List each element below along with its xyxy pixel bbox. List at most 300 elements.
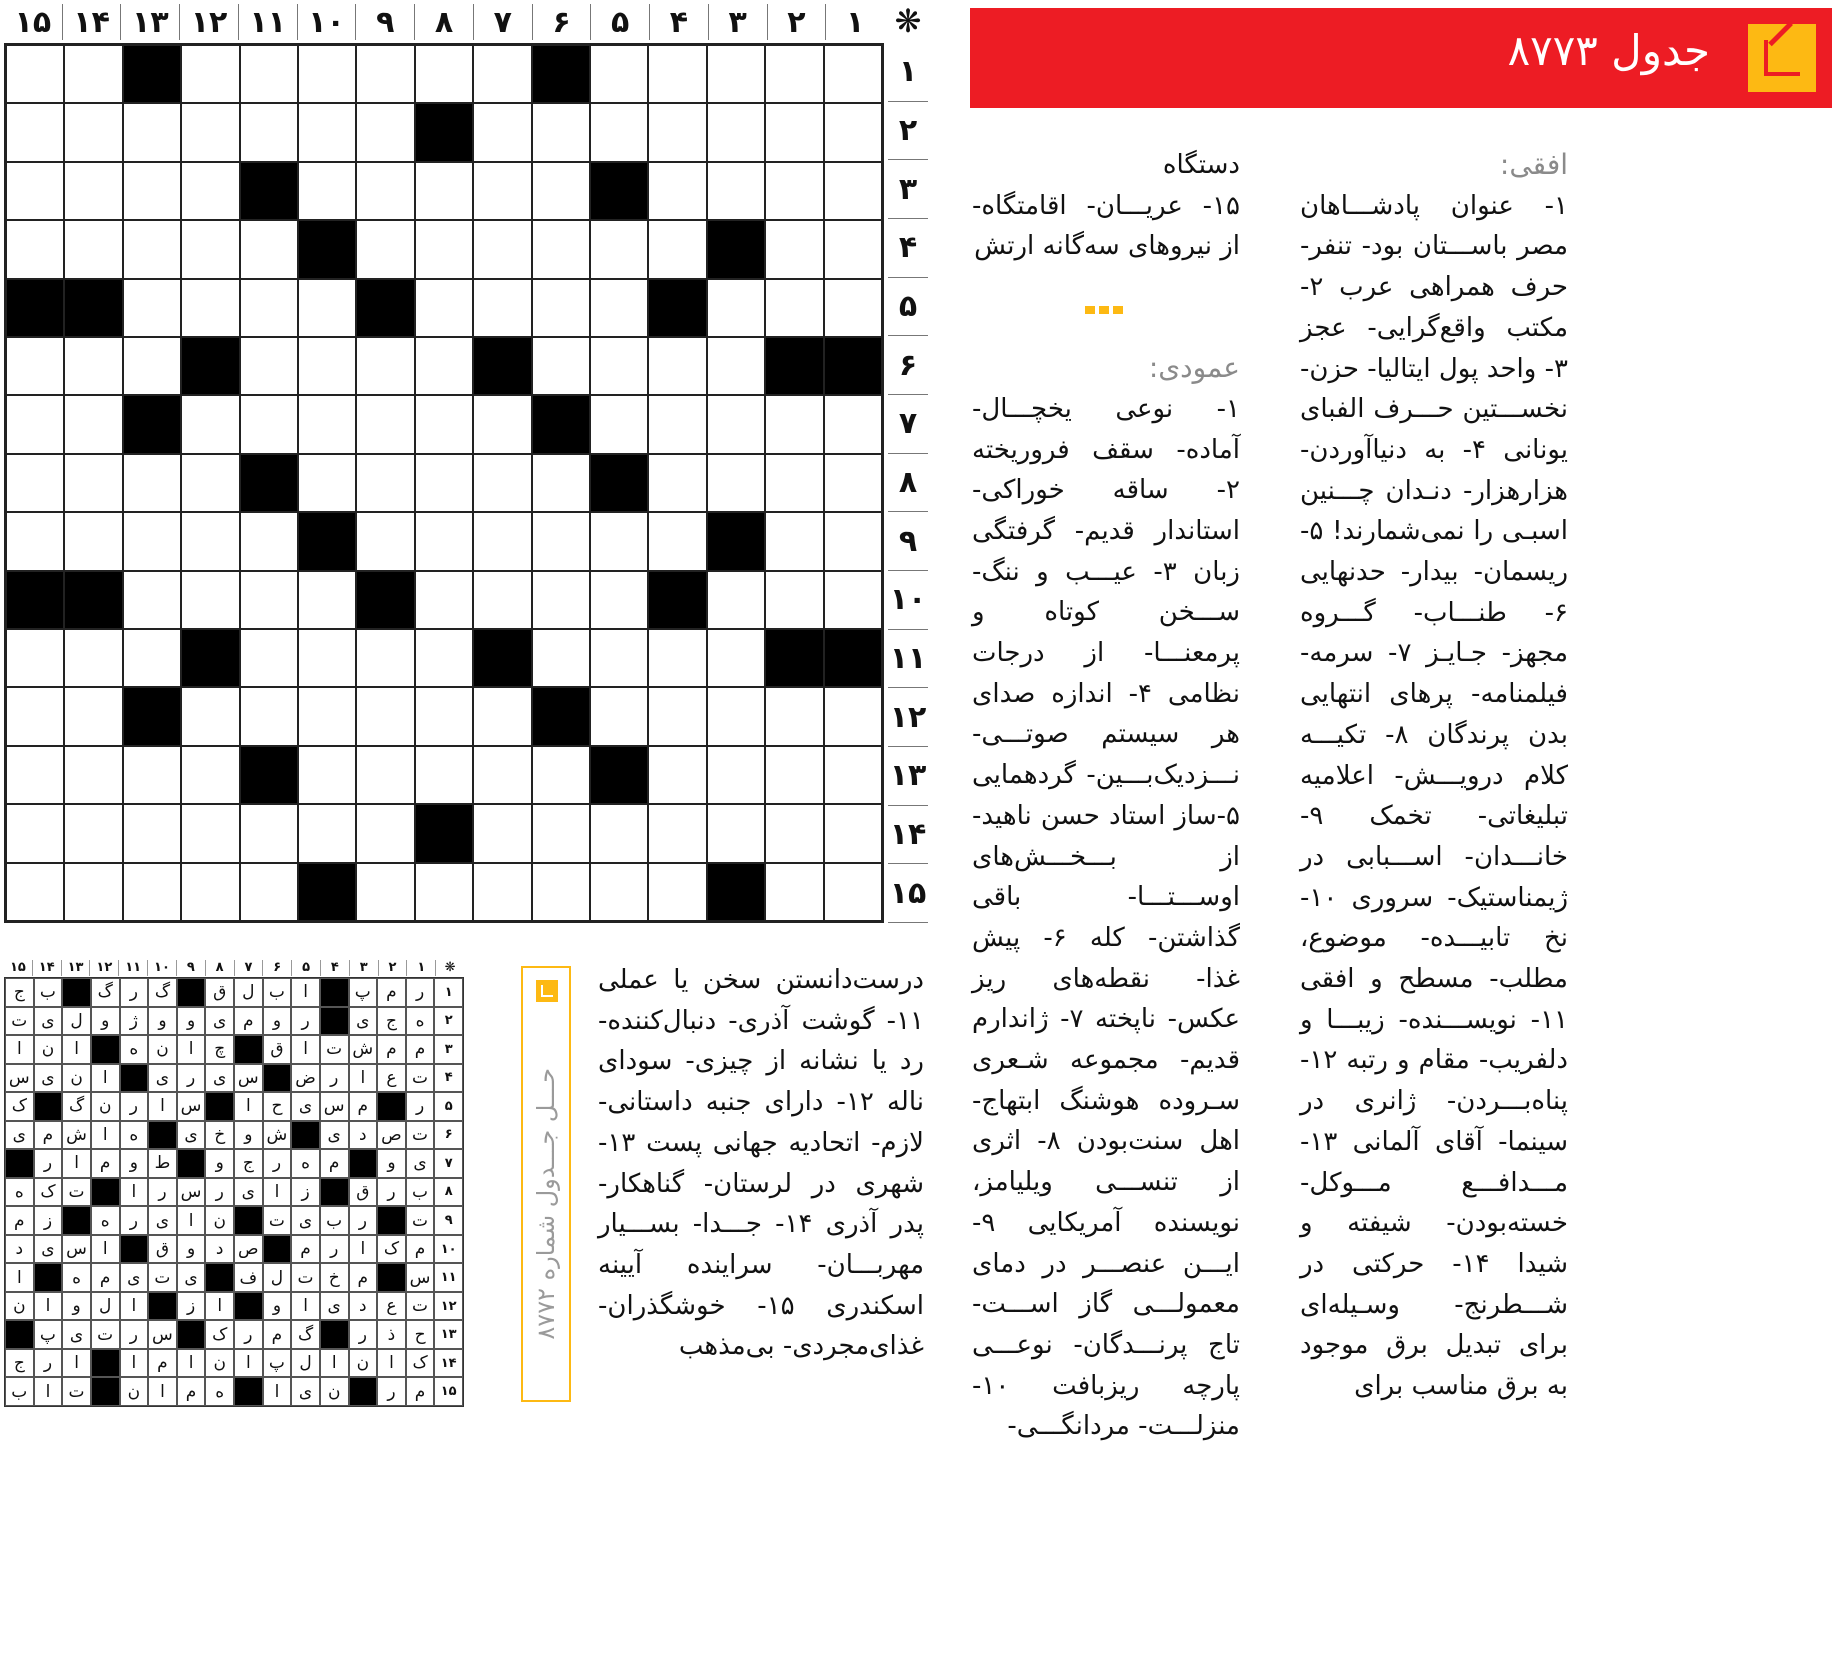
column-number: ۱ — [845, 4, 865, 40]
solution-row-number: ۱۰ — [434, 1235, 463, 1264]
crossword-cell[interactable] — [707, 337, 765, 395]
crossword-cell[interactable] — [415, 629, 473, 687]
crossword-cell[interactable] — [765, 687, 823, 745]
solution-grid — [4, 977, 464, 1407]
crossword-cell[interactable] — [181, 279, 239, 337]
crossword-cell[interactable] — [240, 103, 298, 161]
solution-letter-cell: م — [377, 978, 406, 1007]
crossword-cell[interactable] — [181, 220, 239, 278]
crossword-cell[interactable] — [532, 804, 590, 862]
solution-letter-cell: ط — [148, 1149, 177, 1178]
crossword-cell[interactable] — [824, 162, 882, 220]
crossword-grid[interactable] — [4, 43, 884, 923]
crossword-cell[interactable] — [648, 45, 706, 103]
crossword-cell[interactable] — [240, 571, 298, 629]
solution-letter-cell: ر — [120, 1092, 149, 1121]
crossword-cell[interactable] — [415, 746, 473, 804]
crossword-cell[interactable] — [707, 629, 765, 687]
solution-row-number: ۲ — [434, 1007, 463, 1036]
crossword-cell[interactable] — [590, 863, 648, 921]
crossword-cell[interactable] — [123, 512, 181, 570]
solution-letter-cell: د — [205, 1235, 234, 1264]
crossword-cell[interactable] — [356, 863, 414, 921]
solution-letter-cell: و — [148, 1007, 177, 1036]
row-number: ۱۵ — [888, 864, 928, 923]
crossword-cell[interactable] — [123, 103, 181, 161]
crossword-cell[interactable] — [532, 103, 590, 161]
solution-letter-cell: ا — [177, 1035, 206, 1064]
crossword-cell[interactable] — [824, 746, 882, 804]
crossword-cell[interactable] — [298, 687, 356, 745]
crossword-cell[interactable] — [824, 279, 882, 337]
crossword-cell[interactable] — [356, 337, 414, 395]
crossword-cell[interactable] — [240, 687, 298, 745]
crossword-cell[interactable] — [532, 629, 590, 687]
solution-black-cell — [234, 1035, 263, 1064]
crossword-cell[interactable] — [824, 220, 882, 278]
crossword-cell[interactable] — [356, 804, 414, 862]
crossword-cell[interactable] — [64, 746, 122, 804]
crossword-cell[interactable] — [765, 220, 823, 278]
crossword-cell[interactable] — [240, 395, 298, 453]
solution-letter-cell: ش — [349, 1035, 378, 1064]
crossword-cell[interactable] — [532, 279, 590, 337]
crossword-cell[interactable] — [298, 571, 356, 629]
solution-letter-cell: ا — [291, 1292, 320, 1321]
crossword-cell[interactable] — [415, 687, 473, 745]
crossword-cell[interactable] — [6, 746, 64, 804]
crossword-cell[interactable] — [473, 863, 531, 921]
column-number: ۱۲ — [180, 4, 239, 40]
crossword-cell[interactable] — [648, 454, 706, 512]
crossword-cell[interactable] — [298, 395, 356, 453]
solution-letter-cell: ت — [406, 1121, 435, 1150]
black-cell — [356, 571, 414, 629]
crossword-cell[interactable] — [356, 103, 414, 161]
crossword-cell[interactable] — [298, 337, 356, 395]
solution-letter-cell: ا — [5, 1263, 34, 1292]
crossword-cell[interactable] — [298, 629, 356, 687]
crossword-cell[interactable] — [765, 395, 823, 453]
crossword-cell[interactable] — [473, 162, 531, 220]
crossword-cell[interactable] — [765, 162, 823, 220]
solution-letter-cell: ی — [320, 1292, 349, 1321]
crossword-cell[interactable] — [590, 220, 648, 278]
crossword-cell[interactable] — [298, 103, 356, 161]
crossword-cell[interactable] — [765, 103, 823, 161]
crossword-cell[interactable] — [181, 804, 239, 862]
crossword-cell[interactable] — [648, 687, 706, 745]
solution-letter-cell: ق — [205, 978, 234, 1007]
crossword-cell[interactable] — [415, 337, 473, 395]
solution-letter-cell: ک — [34, 1178, 63, 1207]
solution-letter-cell: ق — [263, 1035, 292, 1064]
solution-letter-cell: ه — [406, 1007, 435, 1036]
crossword-cell[interactable] — [824, 571, 882, 629]
crossword-cell[interactable] — [590, 571, 648, 629]
crossword-cell[interactable] — [532, 337, 590, 395]
solution-letter-cell: و — [263, 1292, 292, 1321]
crossword-cell[interactable] — [64, 45, 122, 103]
crossword-cell[interactable] — [64, 162, 122, 220]
crossword-cell[interactable] — [298, 454, 356, 512]
crossword-cell[interactable] — [64, 629, 122, 687]
crossword-cell[interactable] — [181, 162, 239, 220]
crossword-cell[interactable] — [123, 337, 181, 395]
solution-letter-cell: ا — [148, 1092, 177, 1121]
crossword-cell[interactable] — [415, 279, 473, 337]
crossword-cell[interactable] — [648, 337, 706, 395]
solution-row-number: ۱ — [434, 978, 463, 1007]
crossword-cell[interactable] — [532, 746, 590, 804]
solution-black-cell — [234, 1292, 263, 1321]
crossword-cell[interactable] — [707, 162, 765, 220]
crossword-cell[interactable] — [473, 395, 531, 453]
black-cell — [473, 337, 531, 395]
solution-letter-cell: م — [263, 1320, 292, 1349]
across-clue-text: ۱- عنوان پادشـــاهان مصر باســـتان بود- تنفر- حرف همراهی عرب ۲- مکتب واقع‌گرایی- عجز ۳- واحد پول ایتالیا- حزن- نخســـتین حـــرف الفبای یونانی ۴- به دنیاآوردن- هزارهزار- دنـدان چـــنین اسبـی را نمی‌شمارند! ۵-ریسمان- بیدار- حدنهایی ۶- طنـــاب- گـــروه مجهز- جـایـز ۷- سرمه- فیلمنامه- پرهای انتهایی بدن پرندگان ۸- تکیـــه کلام درویـــش- اعلامیه تبلیغاتی- تخمک ۹- خانـــدان- اســـبابی در ژیمناستیک- سروری ۱۰- نخ تابیـــده- موضوع، مطلب- مسطح و افقی ۱۱- نویســـنده- زیبـــا و دلفریب- مقام و رتبه ۱۲- پناه‌بـــردن- ژانری در سینما- آقای آلمانی ۱۳- مـــدافـــع مـــوکل- خسته‌بودن- شیفته و شیدا ۱۴- حرکتی در شـــطرنج- وسـیله‌ای برای تبدیل برق موجود به برق مناسب برای — [1300, 190, 1569, 1402]
solution-letter-cell: ی — [34, 1235, 63, 1264]
crossword-cell[interactable] — [473, 804, 531, 862]
crossword-cell[interactable] — [765, 804, 823, 862]
crossword-cell[interactable] — [473, 571, 531, 629]
crossword-cell[interactable] — [415, 45, 473, 103]
crossword-cell[interactable] — [123, 746, 181, 804]
solution-column-number: ۷ — [235, 960, 264, 976]
crossword-cell[interactable] — [64, 804, 122, 862]
solution-letter-cell: م — [91, 1263, 120, 1292]
solution-letter-cell: ش — [263, 1121, 292, 1150]
solution-letter-cell: ج — [234, 1149, 263, 1178]
crossword-cell[interactable] — [707, 395, 765, 453]
solution-letter-cell: ر — [34, 1149, 63, 1178]
crossword-cell[interactable] — [648, 162, 706, 220]
crossword-cell[interactable] — [181, 395, 239, 453]
crossword-cell[interactable] — [765, 454, 823, 512]
black-cell — [590, 746, 648, 804]
crossword-cell[interactable] — [64, 395, 122, 453]
crossword-cell[interactable] — [181, 45, 239, 103]
solution-letter-cell: ی — [349, 1007, 378, 1036]
crossword-cell[interactable] — [181, 746, 239, 804]
across-continuation: دستگاه — [1162, 150, 1240, 180]
solution-letter-cell: گ — [148, 978, 177, 1007]
crossword-cell[interactable] — [123, 162, 181, 220]
black-cell — [64, 279, 122, 337]
crossword-cell[interactable] — [356, 512, 414, 570]
crossword-cell[interactable] — [6, 162, 64, 220]
crossword-cell[interactable] — [123, 629, 181, 687]
crossword-cell[interactable] — [6, 45, 64, 103]
solution-letter-cell: ی — [205, 1064, 234, 1093]
crossword-cell[interactable] — [240, 512, 298, 570]
solution-black-cell — [320, 978, 349, 1007]
crossword-cell[interactable] — [532, 162, 590, 220]
crossword-cell[interactable] — [824, 103, 882, 161]
solution-black-cell — [320, 1320, 349, 1349]
crossword-cell[interactable] — [707, 103, 765, 161]
crossword-cell[interactable] — [240, 279, 298, 337]
solution-letter-cell: ت — [320, 1035, 349, 1064]
crossword-cell[interactable] — [123, 220, 181, 278]
crossword-cell[interactable] — [707, 571, 765, 629]
crossword-cell[interactable] — [415, 220, 473, 278]
crossword-cell[interactable] — [356, 162, 414, 220]
solution-black-cell — [349, 1149, 378, 1178]
row-number: ۲ — [888, 102, 928, 161]
solution-letter-cell: ک — [205, 1320, 234, 1349]
crossword-cell[interactable] — [707, 804, 765, 862]
crossword-cell[interactable] — [123, 863, 181, 921]
solution-letter-cell: س — [234, 1064, 263, 1093]
crossword-cell[interactable] — [240, 863, 298, 921]
solution-letter-cell: ن — [320, 1377, 349, 1406]
column-number: ۷ — [474, 4, 533, 40]
crossword-cell[interactable] — [415, 454, 473, 512]
solution-letter-cell: ا — [120, 1292, 149, 1321]
arrow-down-left-icon — [1748, 24, 1816, 92]
crossword-cell[interactable] — [532, 863, 590, 921]
crossword-cell[interactable] — [473, 103, 531, 161]
solution-letter-cell: ل — [291, 1349, 320, 1378]
crossword-cell[interactable] — [765, 512, 823, 570]
crossword-cell[interactable] — [123, 804, 181, 862]
solution-black-cell — [263, 1235, 292, 1264]
crossword-cell[interactable] — [181, 571, 239, 629]
crossword-cell[interactable] — [532, 454, 590, 512]
crossword-cell[interactable] — [356, 220, 414, 278]
crossword-cell[interactable] — [415, 512, 473, 570]
solution-column-number: ۴ — [321, 960, 350, 976]
crossword-cell[interactable] — [590, 687, 648, 745]
crossword-cell[interactable] — [356, 45, 414, 103]
solution-column-number: ۲ — [379, 960, 408, 976]
crossword-cell[interactable] — [64, 512, 122, 570]
crossword-cell[interactable] — [473, 45, 531, 103]
crossword-cell[interactable] — [590, 45, 648, 103]
solution-black-cell — [377, 1263, 406, 1292]
crossword-cell[interactable] — [648, 804, 706, 862]
crossword-cell[interactable] — [64, 454, 122, 512]
crossword-cell[interactable] — [298, 162, 356, 220]
solution-letter-cell: م — [5, 1206, 34, 1235]
solution-black-cell — [34, 1263, 63, 1292]
crossword-cell[interactable] — [240, 629, 298, 687]
column-number: ۴ — [650, 4, 709, 40]
black-cell — [240, 454, 298, 512]
crossword-cell[interactable] — [707, 279, 765, 337]
solution-letter-cell: ی — [406, 1149, 435, 1178]
crossword-cell[interactable] — [707, 454, 765, 512]
crossword-cell[interactable] — [181, 687, 239, 745]
crossword-cell[interactable] — [6, 804, 64, 862]
solution-row-number: ۱۱ — [434, 1263, 463, 1292]
solution-black-cell — [120, 1235, 149, 1264]
crossword-cell[interactable] — [473, 746, 531, 804]
crossword-cell[interactable] — [181, 103, 239, 161]
solution-letter-cell: س — [62, 1235, 91, 1264]
crossword-cell[interactable] — [6, 454, 64, 512]
crossword-cell[interactable] — [824, 512, 882, 570]
crossword-cell[interactable] — [6, 220, 64, 278]
crossword-cell[interactable] — [181, 512, 239, 570]
solution-row-number: ۱۵ — [434, 1377, 463, 1406]
crossword-cell[interactable] — [824, 687, 882, 745]
solution-column-number: ❋ — [444, 960, 456, 975]
crossword-cell[interactable] — [648, 395, 706, 453]
crossword-cell[interactable] — [415, 395, 473, 453]
crossword-cell[interactable] — [240, 804, 298, 862]
solution-letter-cell: ف — [234, 1263, 263, 1292]
crossword-cell[interactable] — [648, 103, 706, 161]
crossword-cell[interactable] — [590, 103, 648, 161]
solution-label-box — [521, 966, 571, 1402]
title-banner — [970, 8, 1832, 108]
crossword-cell[interactable] — [64, 687, 122, 745]
crossword-cell[interactable] — [532, 571, 590, 629]
crossword-cell[interactable] — [240, 220, 298, 278]
crossword-cell[interactable] — [298, 804, 356, 862]
column-number: ۵ — [591, 4, 650, 40]
crossword-cell[interactable] — [6, 103, 64, 161]
crossword-cell[interactable] — [648, 220, 706, 278]
crossword-cell[interactable] — [707, 746, 765, 804]
crossword-cell[interactable] — [6, 629, 64, 687]
crossword-cell[interactable] — [64, 103, 122, 161]
crossword-cell[interactable] — [415, 863, 473, 921]
solution-letter-cell: ل — [91, 1292, 120, 1321]
solution-letter-cell: ح — [406, 1320, 435, 1349]
crossword-cell[interactable] — [648, 629, 706, 687]
crossword-cell[interactable] — [590, 337, 648, 395]
crossword-cell[interactable] — [648, 746, 706, 804]
crossword-cell[interactable] — [181, 454, 239, 512]
black-cell — [181, 629, 239, 687]
crossword-cell[interactable] — [473, 279, 531, 337]
crossword-cell[interactable] — [765, 746, 823, 804]
crossword-cell[interactable] — [6, 337, 64, 395]
crossword-cell[interactable] — [648, 512, 706, 570]
crossword-cell[interactable] — [473, 512, 531, 570]
crossword-cell[interactable] — [824, 45, 882, 103]
crossword-cell[interactable] — [532, 512, 590, 570]
crossword-cell[interactable] — [765, 45, 823, 103]
solution-black-cell — [205, 1263, 234, 1292]
crossword-cell[interactable] — [356, 746, 414, 804]
solution-letter-cell: ت — [406, 1064, 435, 1093]
black-cell — [648, 279, 706, 337]
crossword-cell[interactable] — [298, 746, 356, 804]
solution-letter-cell: ت — [5, 1007, 34, 1036]
crossword-cell[interactable] — [240, 45, 298, 103]
row-number: ۱۲ — [888, 688, 928, 747]
crossword-cell[interactable] — [181, 863, 239, 921]
three-dots-separator-icon — [1085, 306, 1123, 314]
solution-black-cell — [177, 978, 206, 1007]
crossword-cell[interactable] — [473, 454, 531, 512]
crossword-cell[interactable] — [590, 395, 648, 453]
crossword-cell[interactable] — [707, 45, 765, 103]
column-number: ۱۳ — [121, 4, 180, 40]
solution-letter-cell: ا — [120, 1349, 149, 1378]
crossword-cell[interactable] — [298, 279, 356, 337]
black-cell — [415, 804, 473, 862]
solution-letter-cell: م — [406, 1377, 435, 1406]
solution-letter-cell: ق — [349, 1178, 378, 1207]
crossword-cell[interactable] — [6, 687, 64, 745]
crossword-cell[interactable] — [824, 395, 882, 453]
solution-letter-cell: ر — [34, 1349, 63, 1378]
solution-black-cell — [320, 1178, 349, 1207]
solution-letter-cell: ب — [5, 1377, 34, 1406]
solution-letter-cell: ی — [205, 1007, 234, 1036]
crossword-cell[interactable] — [356, 395, 414, 453]
crossword-cell[interactable] — [356, 454, 414, 512]
crossword-cell[interactable] — [824, 863, 882, 921]
crossword-cell[interactable] — [824, 454, 882, 512]
crossword-cell[interactable] — [590, 512, 648, 570]
crossword-cell[interactable] — [590, 279, 648, 337]
crossword-cell[interactable] — [473, 220, 531, 278]
row-number: ۴ — [888, 219, 928, 278]
row-number: ۱۴ — [888, 806, 928, 865]
solution-letter-cell: ض — [291, 1064, 320, 1093]
solution-letter-cell: س — [406, 1263, 435, 1292]
crossword-cell[interactable] — [707, 687, 765, 745]
crossword-cell[interactable] — [6, 863, 64, 921]
solution-letter-cell: خ — [205, 1121, 234, 1150]
crossword-cell[interactable] — [64, 863, 122, 921]
crossword-cell[interactable] — [6, 512, 64, 570]
solution-letter-cell: ک — [5, 1092, 34, 1121]
solution-letter-cell: ک — [406, 1349, 435, 1378]
crossword-cell[interactable] — [64, 337, 122, 395]
crossword-cell[interactable] — [64, 220, 122, 278]
column-number: ۸ — [415, 4, 474, 40]
crossword-cell[interactable] — [473, 687, 531, 745]
solution-letter-cell: ب — [406, 1178, 435, 1207]
crossword-cell[interactable] — [240, 337, 298, 395]
solution-row-number: ۳ — [434, 1035, 463, 1064]
crossword-cell[interactable] — [415, 162, 473, 220]
solution-letter-cell: ی — [5, 1121, 34, 1150]
column-number: ۲ — [768, 4, 827, 40]
crossword-cell[interactable] — [532, 220, 590, 278]
crossword-cell[interactable] — [356, 687, 414, 745]
crossword-cell[interactable] — [765, 279, 823, 337]
crossword-cell[interactable] — [415, 571, 473, 629]
crossword-cell[interactable] — [765, 863, 823, 921]
solution-letter-cell: گ — [91, 978, 120, 1007]
solution-letter-cell: د — [349, 1121, 378, 1150]
crossword-cell[interactable] — [298, 45, 356, 103]
crossword-cell[interactable] — [824, 804, 882, 862]
solution-black-cell — [234, 1377, 263, 1406]
solution-letter-cell: ا — [263, 1178, 292, 1207]
crossword-cell[interactable] — [765, 571, 823, 629]
crossword-cell[interactable] — [123, 279, 181, 337]
solution-letter-cell: ج — [5, 1349, 34, 1378]
crossword-cell[interactable] — [590, 629, 648, 687]
crossword-cell[interactable] — [356, 629, 414, 687]
crossword-cell[interactable] — [6, 395, 64, 453]
crossword-cell[interactable] — [123, 571, 181, 629]
solution-letter-cell: ا — [148, 1377, 177, 1406]
black-cell — [240, 162, 298, 220]
crossword-cell[interactable] — [590, 804, 648, 862]
crossword-cell[interactable] — [123, 454, 181, 512]
crossword-cell[interactable] — [648, 863, 706, 921]
